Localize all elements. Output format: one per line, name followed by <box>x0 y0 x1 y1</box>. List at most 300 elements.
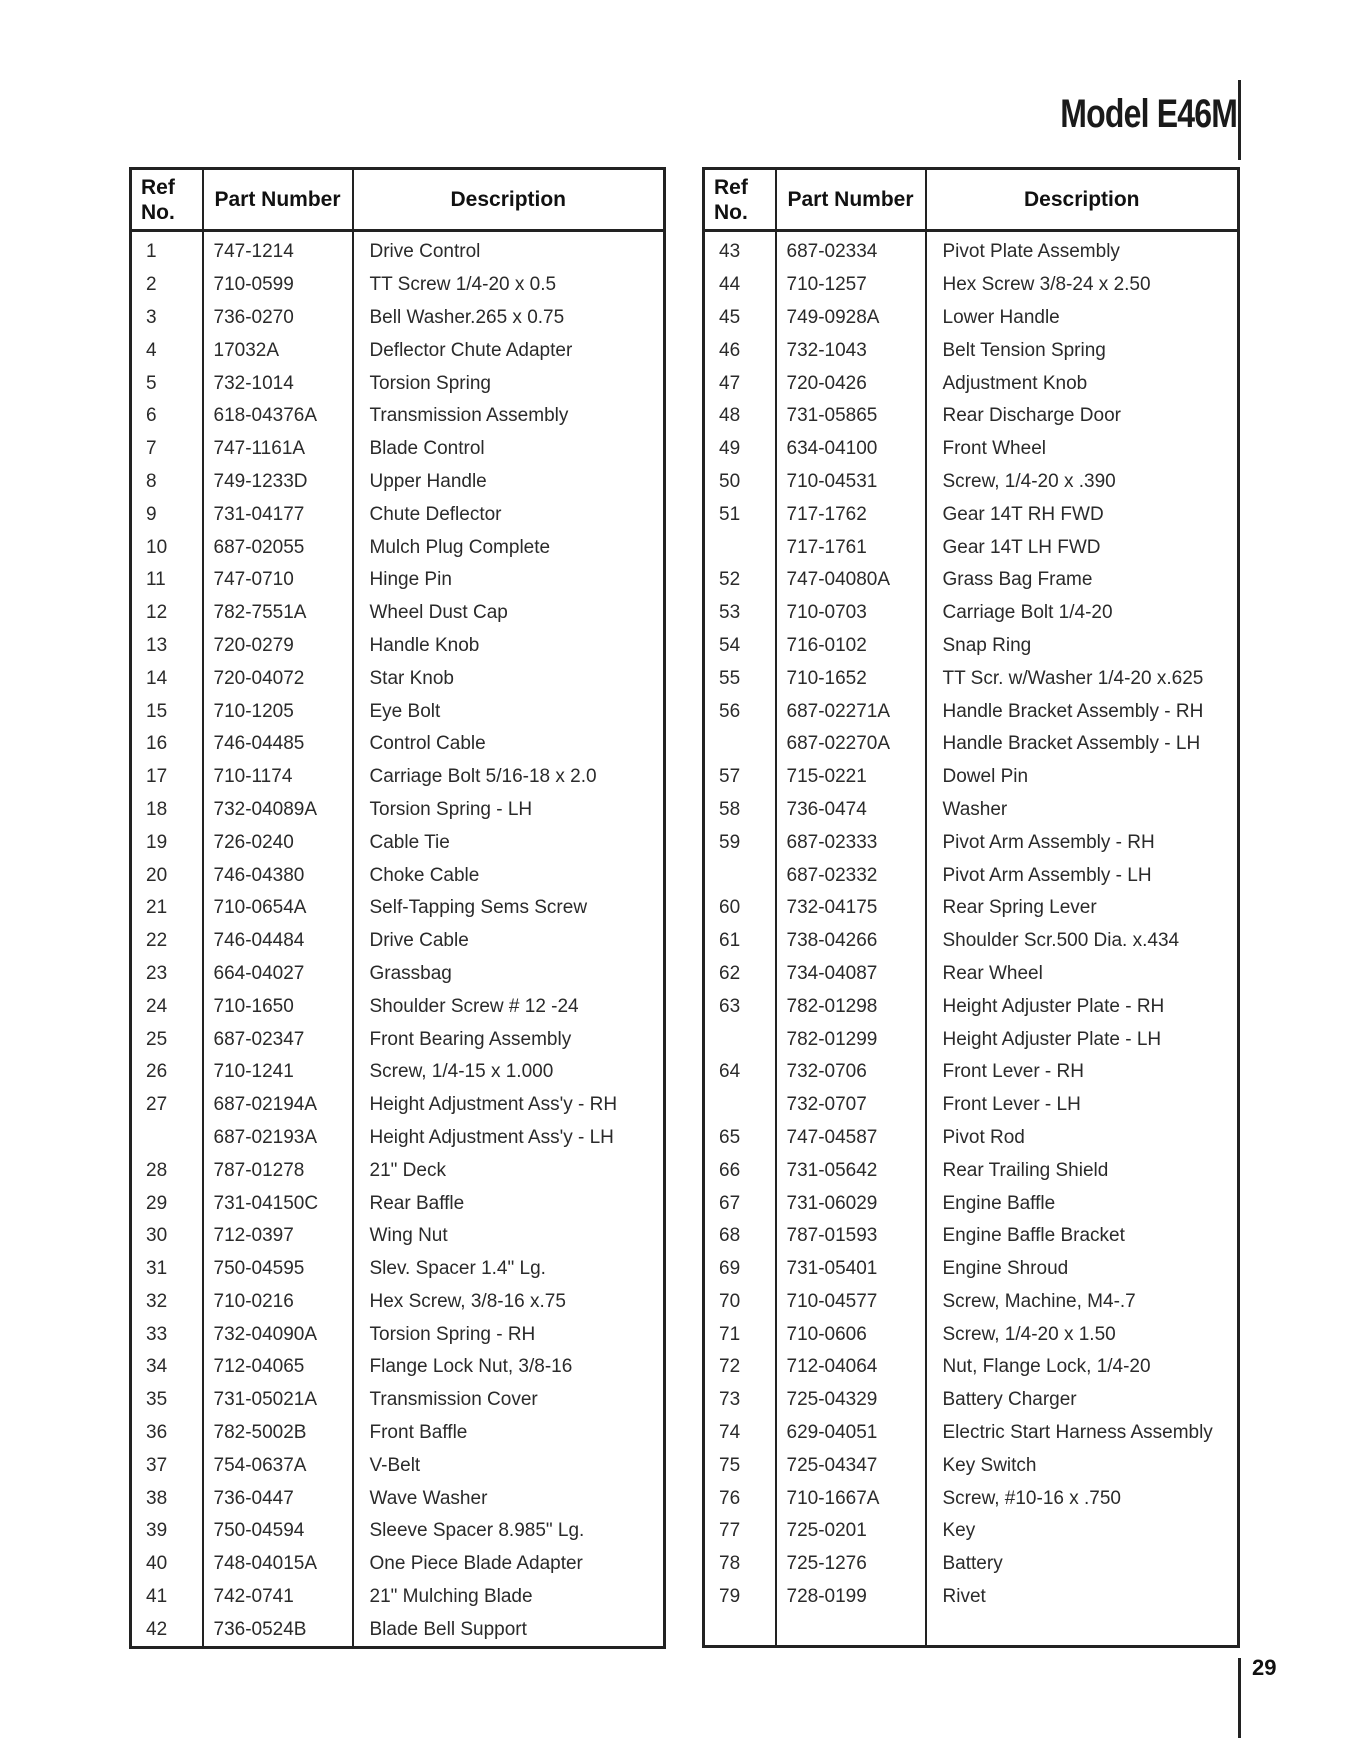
part-number-cell: 710-04577 <box>776 1286 926 1319</box>
parts-table-left <box>129 167 666 1649</box>
table-row <box>131 1581 665 1614</box>
table-row <box>131 1253 665 1286</box>
description-cell: Front Lever - RH <box>942 1061 1084 1083</box>
description-cell: Pivot Rod <box>942 1126 1025 1148</box>
table-row <box>704 597 1239 630</box>
ref-no-cell: 35 <box>131 1384 203 1417</box>
ref-no-cell: 8 <box>131 466 203 499</box>
ref-no-cell: 79 <box>704 1581 776 1614</box>
description-cell: Deflector Chute Adapter <box>369 339 573 361</box>
description-header: Description <box>353 169 665 231</box>
description-cell: Key Switch <box>942 1454 1037 1476</box>
description-cell: Bell Washer.265 x 0.75 <box>369 306 565 328</box>
part-number-cell: 687-02332 <box>776 859 926 892</box>
ref-no-cell: 39 <box>131 1515 203 1548</box>
description-cell: Blade Control <box>369 438 485 460</box>
table-row <box>704 892 1239 925</box>
ref-no-cell: 38 <box>131 1482 203 1515</box>
ref-no-cell: 55 <box>704 662 776 695</box>
part-number-cell: 732-04175 <box>776 892 926 925</box>
part-number-cell: 634-04100 <box>776 433 926 466</box>
ref-no-cell: 23 <box>131 958 203 991</box>
parts-table-right-body <box>704 231 1239 1647</box>
ref-no-cell: 7 <box>131 433 203 466</box>
part-number-cell: 747-0710 <box>203 564 353 597</box>
ref-no-cell: 70 <box>704 1286 776 1319</box>
description-cell: Handle Knob <box>369 634 480 656</box>
part-number-cell: 732-0706 <box>776 1056 926 1089</box>
description-cell: Transmission Assembly <box>369 405 569 427</box>
description-cell: Cable Tie <box>369 831 450 853</box>
description-cell: Grassbag <box>369 962 452 984</box>
part-number-cell: 687-02194A <box>203 1089 353 1122</box>
description-cell: Choke Cable <box>369 864 480 886</box>
description-cell: Screw, 1/4-20 x 1.50 <box>942 1323 1116 1345</box>
part-number-cell: 717-1761 <box>776 531 926 564</box>
part-number-cell: 747-04080A <box>776 564 926 597</box>
part-number-cell: 687-02270A <box>776 728 926 761</box>
table-row <box>704 761 1239 794</box>
table-row <box>131 1220 665 1253</box>
part-number-cell: 732-1014 <box>203 367 353 400</box>
part-number-cell: 782-5002B <box>203 1417 353 1450</box>
description-cell: Eye Bolt <box>369 700 441 722</box>
table-row <box>704 826 1239 859</box>
ref-no-cell: 44 <box>704 269 776 302</box>
header-rule <box>1238 80 1241 160</box>
part-number-cell: 664-04027 <box>203 958 353 991</box>
part-number-header: Part Number <box>776 169 926 231</box>
part-number-cell: 715-0221 <box>776 761 926 794</box>
table-row <box>131 728 665 761</box>
part-number-cell: 725-04329 <box>776 1384 926 1417</box>
ref-no-cell: 53 <box>704 597 776 630</box>
ref-header-line1: Ref <box>141 175 175 199</box>
ref-no-cell: 4 <box>131 334 203 367</box>
description-cell: Rivet <box>942 1586 986 1608</box>
description-cell: Grass Bag Frame <box>942 569 1093 591</box>
description-cell: Drive Control <box>369 241 481 263</box>
ref-no-cell: 71 <box>704 1318 776 1351</box>
description-cell: Handle Bracket Assembly - RH <box>942 700 1204 722</box>
part-number-cell: 720-04072 <box>203 662 353 695</box>
part-number-cell: 747-1161A <box>203 433 353 466</box>
ref-no-cell: 26 <box>131 1056 203 1089</box>
part-number-cell: 725-04347 <box>776 1449 926 1482</box>
part-number-cell: 687-02055 <box>203 531 353 564</box>
ref-no-cell: 69 <box>704 1253 776 1286</box>
part-number-cell: 731-05642 <box>776 1154 926 1187</box>
table-row <box>704 1220 1239 1253</box>
description-cell: Front Bearing Assembly <box>369 1028 572 1050</box>
table-row <box>704 695 1239 728</box>
description-cell: Nut, Flange Lock, 1/4-20 <box>942 1356 1151 1378</box>
empty-cell <box>776 1613 926 1647</box>
ref-no-cell <box>704 859 776 892</box>
part-number-cell: 746-04485 <box>203 728 353 761</box>
table-row <box>131 466 665 499</box>
part-number-cell: 710-0216 <box>203 1286 353 1319</box>
table-row <box>131 925 665 958</box>
part-number-cell: 710-0654A <box>203 892 353 925</box>
part-number-cell: 754-0637A <box>203 1449 353 1482</box>
ref-no-cell: 72 <box>704 1351 776 1384</box>
ref-no-cell: 68 <box>704 1220 776 1253</box>
description-cell: V-Belt <box>369 1454 421 1476</box>
description-cell: Hex Screw 3/8-24 x 2.50 <box>942 274 1151 296</box>
description-cell: 21" Mulching Blade <box>369 1586 533 1608</box>
part-number-cell: 742-0741 <box>203 1581 353 1614</box>
table-row <box>131 794 665 827</box>
table-header-row <box>131 169 665 231</box>
page-number: 29 <box>1252 1655 1277 1680</box>
table-row <box>131 400 665 433</box>
description-cell: Rear Spring Lever <box>942 897 1097 919</box>
ref-no-cell: 54 <box>704 630 776 663</box>
table-row <box>704 1089 1239 1122</box>
ref-no-cell: 50 <box>704 466 776 499</box>
table-row <box>131 433 665 466</box>
description-cell: Belt Tension Spring <box>942 339 1106 361</box>
part-number-cell: 747-1214 <box>203 231 353 269</box>
part-number-cell: 710-0606 <box>776 1318 926 1351</box>
table-row <box>704 794 1239 827</box>
table-row <box>131 231 665 269</box>
part-number-cell: 710-0599 <box>203 269 353 302</box>
description-cell: Screw, 1/4-20 x .390 <box>942 470 1116 492</box>
part-number-cell: 787-01278 <box>203 1154 353 1187</box>
part-number-cell: 787-01593 <box>776 1220 926 1253</box>
part-number-cell: 716-0102 <box>776 630 926 663</box>
table-row <box>131 1417 665 1450</box>
part-number-cell: 726-0240 <box>203 826 353 859</box>
table-row <box>131 1318 665 1351</box>
description-cell: Front Lever - LH <box>942 1094 1081 1116</box>
ref-no-cell: 33 <box>131 1318 203 1351</box>
description-cell: Gear 14T LH FWD <box>942 536 1101 558</box>
table-row <box>704 269 1239 302</box>
ref-no-cell: 56 <box>704 695 776 728</box>
part-number-cell: 687-02193A <box>203 1122 353 1155</box>
part-number-cell: 720-0279 <box>203 630 353 663</box>
description-cell: Front Wheel <box>942 438 1046 460</box>
part-number-cell: 725-1276 <box>776 1548 926 1581</box>
description-cell: Battery <box>942 1553 1003 1575</box>
ref-no-cell: 1 <box>131 231 203 269</box>
description-cell: Torsion Spring - LH <box>369 798 533 820</box>
ref-no-cell: 65 <box>704 1122 776 1155</box>
part-number-cell: 618-04376A <box>203 400 353 433</box>
part-number-cell: 731-04150C <box>203 1187 353 1220</box>
table-row <box>131 597 665 630</box>
table-row <box>704 1253 1239 1286</box>
table-header-row <box>704 169 1239 231</box>
table-row <box>704 1548 1239 1581</box>
table-row <box>704 859 1239 892</box>
description-cell: Shoulder Screw # 12 -24 <box>369 995 579 1017</box>
ref-no-cell: 42 <box>131 1613 203 1647</box>
table-row <box>704 531 1239 564</box>
description-cell: Hinge Pin <box>369 569 452 591</box>
ref-no-cell: 77 <box>704 1515 776 1548</box>
ref-no-cell: 3 <box>131 302 203 335</box>
empty-cell <box>704 1613 776 1647</box>
table-row <box>704 498 1239 531</box>
table-row <box>131 269 665 302</box>
part-number-cell: 710-1205 <box>203 695 353 728</box>
table-row <box>131 1613 665 1647</box>
part-number-cell: 687-02271A <box>776 695 926 728</box>
description-cell: Rear Wheel <box>942 962 1043 984</box>
table-row <box>131 302 665 335</box>
description-cell: Carriage Bolt 5/16-18 x 2.0 <box>369 766 597 788</box>
table-row <box>131 990 665 1023</box>
description-cell: Carriage Bolt 1/4-20 <box>942 602 1113 624</box>
part-number-cell: 749-0928A <box>776 302 926 335</box>
table-row <box>704 958 1239 991</box>
ref-no-cell: 37 <box>131 1449 203 1482</box>
table-row <box>704 1581 1239 1614</box>
ref-no-header <box>704 169 776 231</box>
part-number-header: Part Number <box>203 169 353 231</box>
ref-no-cell <box>704 1089 776 1122</box>
part-number-cell: 747-04587 <box>776 1122 926 1155</box>
part-number-cell: 732-04089A <box>203 794 353 827</box>
page-title: Model E46M <box>1060 92 1237 136</box>
ref-no-cell: 5 <box>131 367 203 400</box>
description-cell: Front Baffle <box>369 1422 468 1444</box>
ref-no-cell: 52 <box>704 564 776 597</box>
ref-no-cell: 19 <box>131 826 203 859</box>
part-number-cell: 748-04015A <box>203 1548 353 1581</box>
table-row <box>704 367 1239 400</box>
description-cell: Gear 14T RH FWD <box>942 503 1104 525</box>
part-number-cell: 736-0270 <box>203 302 353 335</box>
part-number-cell: 749-1233D <box>203 466 353 499</box>
table-row <box>131 1449 665 1482</box>
description-cell: Height Adjuster Plate - RH <box>942 995 1165 1017</box>
ref-no-cell <box>131 1122 203 1155</box>
ref-no-cell: 25 <box>131 1023 203 1056</box>
table-row <box>131 1482 665 1515</box>
table-row <box>704 990 1239 1023</box>
description-cell: Engine Baffle <box>942 1192 1056 1214</box>
part-number-cell: 731-05021A <box>203 1384 353 1417</box>
ref-no-cell: 46 <box>704 334 776 367</box>
description-cell: Pivot Plate Assembly <box>942 241 1120 263</box>
ref-no-cell: 30 <box>131 1220 203 1253</box>
table-row <box>131 630 665 663</box>
ref-no-cell: 60 <box>704 892 776 925</box>
table-row <box>704 334 1239 367</box>
ref-header-line1: Ref <box>714 175 748 199</box>
description-cell: Adjustment Knob <box>942 372 1088 394</box>
description-cell: Battery Charger <box>942 1389 1077 1411</box>
ref-no-cell: 41 <box>131 1581 203 1614</box>
ref-no-header <box>131 169 203 231</box>
table-row <box>704 1384 1239 1417</box>
part-number-cell: 710-1241 <box>203 1056 353 1089</box>
table-row <box>704 1122 1239 1155</box>
part-number-cell: 732-0707 <box>776 1089 926 1122</box>
ref-no-cell: 9 <box>131 498 203 531</box>
table-row <box>131 1089 665 1122</box>
ref-no-cell: 31 <box>131 1253 203 1286</box>
ref-no-cell: 64 <box>704 1056 776 1089</box>
ref-header-line2: No. <box>714 200 748 224</box>
ref-no-cell: 63 <box>704 990 776 1023</box>
description-cell: Electric Start Harness Assembly <box>942 1422 1213 1444</box>
description-cell: Upper Handle <box>369 470 487 492</box>
table-row <box>131 859 665 892</box>
table-row <box>704 231 1239 269</box>
ref-no-cell: 18 <box>131 794 203 827</box>
table-row <box>704 1482 1239 1515</box>
part-number-cell: 712-0397 <box>203 1220 353 1253</box>
description-cell: 21" Deck <box>369 1159 446 1181</box>
ref-no-cell: 59 <box>704 826 776 859</box>
part-number-cell: 720-0426 <box>776 367 926 400</box>
part-number-cell: 738-04266 <box>776 925 926 958</box>
table-row <box>704 630 1239 663</box>
description-cell: Torsion Spring - RH <box>369 1323 536 1345</box>
table-row <box>131 662 665 695</box>
part-number-cell: 782-7551A <box>203 597 353 630</box>
description-cell: Dowel Pin <box>942 766 1029 788</box>
ref-no-cell: 43 <box>704 231 776 269</box>
ref-no-cell: 2 <box>131 269 203 302</box>
part-number-cell: 736-0524B <box>203 1613 353 1647</box>
ref-no-cell: 29 <box>131 1187 203 1220</box>
table-row <box>704 1154 1239 1187</box>
part-number-cell: 731-05865 <box>776 400 926 433</box>
table-row <box>704 1023 1239 1056</box>
description-cell: Height Adjustment Ass'y - RH <box>369 1094 618 1116</box>
description-cell: Torsion Spring <box>369 372 491 394</box>
part-number-cell: 712-04065 <box>203 1351 353 1384</box>
ref-no-cell: 57 <box>704 761 776 794</box>
description-cell: Self-Tapping Sems Screw <box>369 897 588 919</box>
part-number-cell: 732-1043 <box>776 334 926 367</box>
table-row <box>704 1449 1239 1482</box>
part-number-cell: 712-04064 <box>776 1351 926 1384</box>
table-row <box>131 958 665 991</box>
table-row <box>131 1154 665 1187</box>
ref-no-cell: 62 <box>704 958 776 991</box>
description-cell: Pivot Arm Assembly - RH <box>942 831 1155 853</box>
ref-no-cell: 75 <box>704 1449 776 1482</box>
part-number-cell: 687-02333 <box>776 826 926 859</box>
table-row <box>704 1351 1239 1384</box>
ref-no-cell: 66 <box>704 1154 776 1187</box>
ref-header-line2: No. <box>141 200 175 224</box>
description-header: Description <box>926 169 1239 231</box>
ref-no-cell: 34 <box>131 1351 203 1384</box>
description-cell: Engine Baffle Bracket <box>942 1225 1125 1247</box>
description-cell: Height Adjustment Ass'y - LH <box>369 1126 614 1148</box>
part-number-cell: 734-04087 <box>776 958 926 991</box>
description-cell: Chute Deflector <box>369 503 502 525</box>
description-cell: Screw, Machine, M4-.7 <box>942 1290 1136 1312</box>
part-number-cell: 782-01298 <box>776 990 926 1023</box>
table-row <box>704 1056 1239 1089</box>
table-row <box>704 564 1239 597</box>
ref-no-cell: 51 <box>704 498 776 531</box>
part-number-cell: 731-06029 <box>776 1187 926 1220</box>
description-cell: Rear Discharge Door <box>942 405 1121 427</box>
description-cell: Wave Washer <box>369 1487 488 1509</box>
ref-no-cell: 48 <box>704 400 776 433</box>
description-cell: Screw, #10-16 x .750 <box>942 1487 1121 1509</box>
table-row <box>704 1515 1239 1548</box>
ref-no-cell: 11 <box>131 564 203 597</box>
ref-no-cell: 58 <box>704 794 776 827</box>
part-number-cell: 746-04484 <box>203 925 353 958</box>
table-row <box>704 1318 1239 1351</box>
part-number-cell: 736-0474 <box>776 794 926 827</box>
parts-table-left-body <box>131 231 665 1648</box>
description-cell: Rear Trailing Shield <box>942 1159 1109 1181</box>
table-row <box>704 1417 1239 1450</box>
description-cell: Control Cable <box>369 733 486 755</box>
table-row <box>704 400 1239 433</box>
empty-filler-row <box>704 1613 1239 1647</box>
description-cell: Star Knob <box>369 667 454 689</box>
description-cell: Mulch Plug Complete <box>369 536 551 558</box>
part-number-cell: 732-04090A <box>203 1318 353 1351</box>
ref-no-cell: 15 <box>131 695 203 728</box>
description-cell: Washer <box>942 798 1008 820</box>
table-row <box>131 498 665 531</box>
ref-no-cell: 22 <box>131 925 203 958</box>
description-cell: Rear Baffle <box>369 1192 465 1214</box>
description-cell: Hex Screw, 3/8-16 x.75 <box>369 1290 566 1312</box>
table-row <box>131 892 665 925</box>
table-row <box>704 433 1239 466</box>
table-row <box>704 302 1239 335</box>
ref-no-cell: 67 <box>704 1187 776 1220</box>
ref-no-cell: 27 <box>131 1089 203 1122</box>
ref-no-cell: 17 <box>131 761 203 794</box>
part-number-cell: 710-1257 <box>776 269 926 302</box>
ref-no-cell: 40 <box>131 1548 203 1581</box>
part-number-cell: 731-05401 <box>776 1253 926 1286</box>
table-row <box>131 1122 665 1155</box>
table-row <box>704 925 1239 958</box>
ref-no-cell: 21 <box>131 892 203 925</box>
part-number-cell: 728-0199 <box>776 1581 926 1614</box>
ref-no-cell: 36 <box>131 1417 203 1450</box>
part-number-cell: 710-1652 <box>776 662 926 695</box>
description-cell: Blade Bell Support <box>369 1618 527 1640</box>
ref-no-cell: 49 <box>704 433 776 466</box>
ref-no-cell: 20 <box>131 859 203 892</box>
ref-no-cell: 10 <box>131 531 203 564</box>
ref-no-cell: 47 <box>704 367 776 400</box>
description-cell: One Piece Blade Adapter <box>369 1553 583 1575</box>
description-cell: Transmission Cover <box>369 1389 538 1411</box>
ref-no-cell: 76 <box>704 1482 776 1515</box>
description-cell: Slev. Spacer 1.4" Lg. <box>369 1258 546 1280</box>
table-row <box>131 1187 665 1220</box>
part-number-cell: 731-04177 <box>203 498 353 531</box>
table-row <box>131 531 665 564</box>
description-cell: Screw, 1/4-15 x 1.000 <box>369 1061 554 1083</box>
ref-no-cell: 74 <box>704 1417 776 1450</box>
description-cell: TT Scr. w/Washer 1/4-20 x.625 <box>942 667 1204 689</box>
table-row <box>131 1056 665 1089</box>
part-number-cell: 782-01299 <box>776 1023 926 1056</box>
